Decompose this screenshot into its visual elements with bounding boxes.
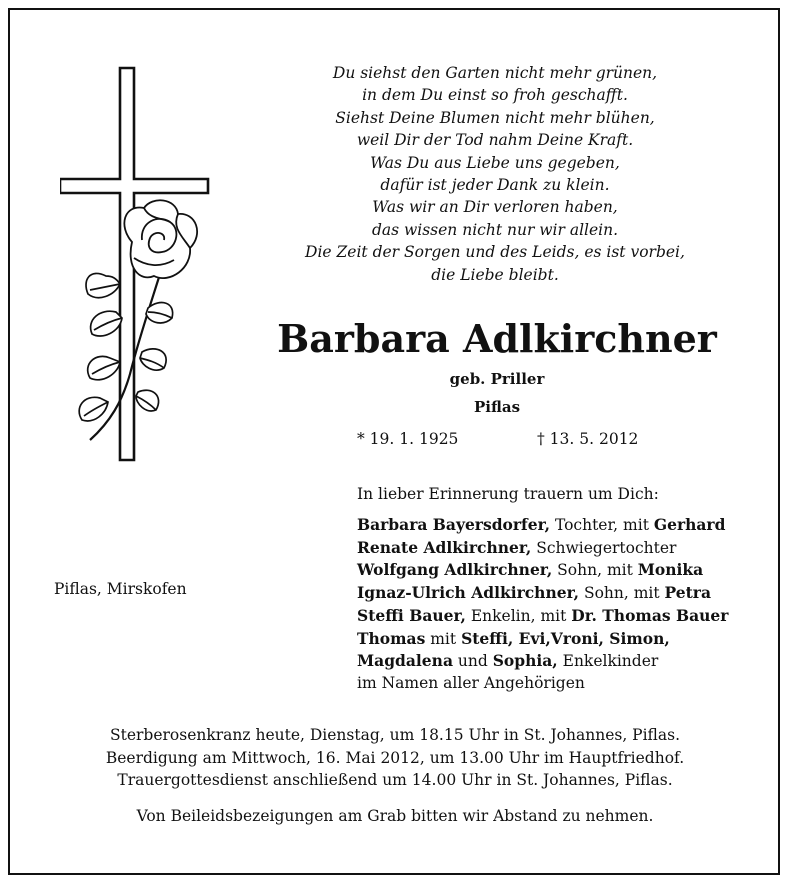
poem-line: Was wir an Dir verloren haben, (372, 198, 618, 217)
mourner-relation: Sohn, mit (579, 584, 665, 603)
mourner-line (357, 628, 728, 651)
mourner-relation: Schwiegertochter (531, 538, 677, 557)
maiden-name: geb. Priller (449, 370, 545, 388)
mourner-name: Petra (664, 583, 712, 603)
mourners-list (357, 514, 728, 695)
mourner-line (357, 673, 728, 695)
service-line: Trauergottesdienst anschließend um 14.00 Uhr in St. Johannes, Piflas. (117, 771, 673, 789)
service-info (20, 724, 770, 792)
mourner-name: Sophia, (492, 651, 558, 671)
mourner-name: Magdalena (357, 651, 453, 671)
mourner-line (357, 605, 728, 628)
mourning-intro: In lieber Erinnerung trauern um Dich: (357, 485, 659, 503)
service-line: Sterberosenkranz heute, Dienstag, um 18.15 Uhr in St. Johannes, Piflas. (109, 726, 681, 744)
poem-line: dafür ist jeder Dank zu klein. (380, 176, 610, 195)
poem-line: Die Zeit der Sorgen und des Leids, es ist vorbei, (305, 243, 685, 262)
mourner-relation: Enkelkinder (557, 652, 659, 671)
mourner-relation: und (452, 652, 493, 671)
mourner-relation: Sohn, mit (552, 561, 638, 580)
mourner-name: Renate Adlkirchner, (357, 537, 532, 557)
mourner-name: Barbara Bayersdorfer, (357, 515, 551, 534)
poem-line: das wissen nicht nur wir allein. (371, 220, 619, 239)
poem-line: die Liebe bleibt. (431, 265, 559, 284)
mourner-relation: Tochter, mit (550, 516, 654, 534)
condolence-request: Von Beileidsbezeigungen am Grab bitten wir Abstand zu nehmen. (136, 807, 654, 825)
family-place: Piflas, Mirskofen (54, 580, 187, 598)
mourner-closing: im Namen aller Angehörigen (357, 673, 585, 692)
mourner-name: Steffi, Evi,Vroni, Simon, (461, 628, 670, 648)
mourner-line (357, 582, 728, 605)
death-date: † 13. 5. 2012 (537, 430, 639, 448)
mourner-name: Monika (637, 560, 704, 580)
mourner-line (357, 537, 728, 560)
mourner-name: Dr. Thomas Bauer (571, 605, 729, 625)
mourner-name: Gerhard (653, 515, 726, 534)
poem-line: Siehst Deine Blumen nicht mehr blühen, (335, 108, 655, 127)
mourner-name: Thomas (357, 628, 426, 648)
poem-line: weil Dir der Tod nahm Deine Kraft. (356, 131, 634, 150)
cross-with-rose-icon (60, 62, 220, 464)
deceased-name: Barbara Adlkirchner (277, 316, 717, 361)
rose-blossom (124, 200, 197, 278)
poem-line: Du siehst den Garten nicht mehr grünen, (332, 64, 658, 82)
mourner-relation: Enkelin, mit (465, 606, 572, 625)
poem (260, 62, 730, 286)
birth-date: * 19. 1. 1925 (357, 430, 459, 448)
poem-line: in dem Du einst so froh geschafft. (362, 86, 628, 105)
mourner-line (357, 559, 728, 582)
service-line: Beerdigung am Mittwoch, 16. Mai 2012, um 13.00 Uhr im Hauptfriedhof. (105, 748, 685, 767)
mourner-line (357, 650, 728, 673)
mourner-name: Wolfgang Adlkirchner, (357, 560, 553, 580)
mourner-line (357, 514, 728, 537)
deceased-town: Piflas (473, 398, 521, 416)
mourner-name: Steffi Bauer, (357, 605, 466, 625)
mourner-name: Ignaz-Ulrich Adlkirchner, (357, 583, 580, 603)
mourner-relation: mit (425, 629, 462, 648)
poem-line: Was Du aus Liebe uns gegeben, (370, 153, 620, 172)
